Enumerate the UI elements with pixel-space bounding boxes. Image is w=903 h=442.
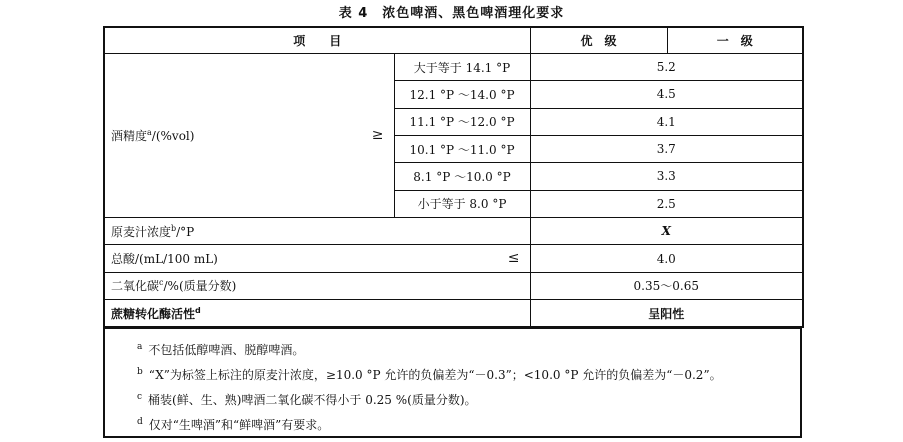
enzyme-label-cell: [104, 300, 530, 327]
co2-label-cell: [104, 272, 530, 299]
footnote-text: 不包括低醇啤酒、脱醇啤酒。: [148, 343, 305, 357]
acid-value: 4.0: [530, 245, 803, 272]
co2-label: 二氧化碳: [111, 279, 160, 294]
footnote-marker: d: [137, 417, 143, 427]
footnote-marker: d: [195, 305, 201, 315]
header-grade-superior: 优 级: [530, 27, 667, 53]
table-row: [104, 53, 803, 80]
alcohol-value: 2.5: [530, 190, 803, 217]
wort-label-cell: [104, 218, 530, 245]
alcohol-value: 4.1: [530, 108, 803, 135]
footnote-marker: a: [147, 127, 152, 137]
footnote-item: [137, 337, 800, 362]
footnote-text: “X”为标签上标注的原麦汁浓度，≥10.0 °P 允许的负偏差为“－0.3”；<10.0 °P 允许的负偏差为“－0.2”。: [148, 368, 722, 382]
alcohol-range: 小于等于 8.0 °P: [394, 190, 530, 217]
alcohol-range: 8.1 °P ～10.0 °P: [394, 163, 530, 190]
alcohol-value: 3.7: [530, 135, 803, 162]
alcohol-value: 4.5: [530, 81, 803, 108]
table-title: 表 4 浓色啤酒、黑色啤酒理化要求: [338, 6, 565, 21]
table-row: [104, 272, 803, 299]
footnote-text: 桶装(鲜、生、熟)啤酒二氧化碳不得小于 0.25 %(质量分数)。: [148, 393, 477, 407]
alcohol-value: 5.2: [530, 53, 803, 80]
enzyme-label: 蔗糖转化酶活性: [111, 306, 196, 321]
wort-label: 原麦汁浓度: [111, 224, 172, 239]
alcohol-sign: ≥: [371, 126, 384, 143]
wort-unit: /°P: [176, 224, 195, 239]
alcohol-value: 3.3: [530, 163, 803, 190]
acid-label: 总酸/(mL/100 mL): [111, 252, 218, 267]
alcohol-unit: /(%vol): [151, 128, 195, 143]
requirements-table: [103, 26, 804, 328]
header-grade-first: 一 级: [667, 27, 803, 53]
alcohol-range: 11.1 °P ～12.0 °P: [394, 108, 530, 135]
acid-label-cell: [104, 245, 530, 272]
footnote-text: 仅对“生啤酒”和“鲜啤酒”有要求。: [148, 418, 330, 432]
co2-unit: /%(质量分数): [163, 279, 237, 294]
footnote-item: [137, 387, 800, 412]
footnote-marker: b: [137, 367, 143, 377]
footnote-marker: a: [137, 342, 143, 352]
table-row: [104, 300, 803, 327]
co2-value: 0.35～0.65: [530, 272, 803, 299]
header-item: 项 目: [104, 27, 530, 53]
table-row: [104, 218, 803, 245]
table-row: [104, 245, 803, 272]
alcohol-range: 12.1 °P ～14.0 °P: [394, 81, 530, 108]
alcohol-label: 酒精度: [111, 128, 148, 143]
alcohol-range: 大于等于 14.1 °P: [394, 53, 530, 80]
header-row: [104, 27, 803, 53]
footnote-marker: b: [171, 223, 177, 233]
footnote-marker: c: [159, 278, 164, 288]
enzyme-value: 呈阳性: [530, 300, 803, 327]
wort-value: X: [530, 218, 803, 245]
footnotes: [103, 328, 802, 438]
footnote-item: [137, 362, 800, 387]
footnote-item: [137, 412, 800, 437]
alcohol-label-cell: [104, 53, 394, 217]
acid-sign: ≤: [507, 250, 520, 267]
footnote-marker: c: [137, 392, 143, 402]
alcohol-range: 10.1 °P ～11.0 °P: [394, 135, 530, 162]
